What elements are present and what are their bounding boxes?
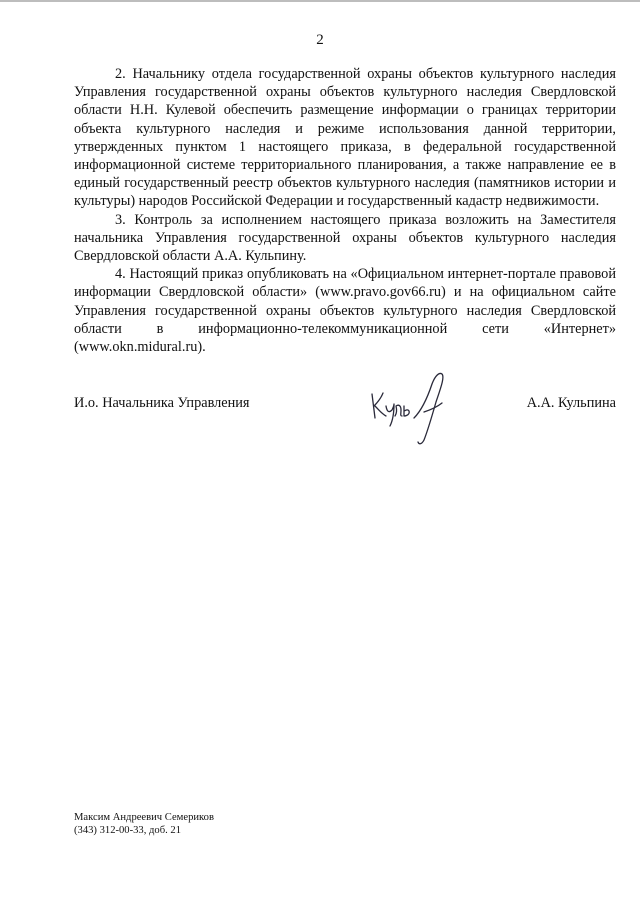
handwritten-signature (366, 366, 466, 450)
document-body (74, 65, 616, 356)
signatory-title: И.о. Начальника Управления (74, 395, 250, 411)
paragraph-item-3: 3. Контроль за исполнением настоящего приказа возложить на Заместителя начальника Управления государственной охраны объектов культурного наследия Свердловской области А.А. Кульпину. (74, 211, 616, 265)
paragraph-item-2: 2. Начальнику отдела государственной охраны объектов культурного наследия Управления государственной охраны объектов культурного наследия Свердловской области Н.Н. Кулевой обеспечить размещение информации о границах территории объекта культурного наследия и режиме использования данной территории, утвержденных пунктом 1 настоящего приказа, в федеральной государственной информационной системе территориального планирования, а также направление ее в единый государственный реестр объектов культурного наследия (памятников истории и культуры) народов Российской Федерации и государственный кадастр недвижимости. (74, 66, 616, 210)
signature-block (74, 366, 616, 456)
scan-edge (0, 0, 640, 2)
executor-phone: (343) 312-00-33, доб. 21 (74, 825, 181, 836)
signatory-name: А.А. Кульпина (526, 395, 616, 411)
executor-name: Максим Андреевич Семериков (74, 812, 214, 823)
page-number: 2 (316, 32, 324, 48)
paragraph-item-4: 4. Настоящий приказ опубликовать на «Официальном интернет-портале правовой информации Свердловской области» (www.pravo.gov66.ru) и на официальном сайте Управления государственной охраны объектов культурного наследия Свердловской области в информационно-телекоммуникационной сети «Интернет» (www.okn.midural.ru). (74, 266, 616, 356)
executor-info (74, 811, 214, 837)
